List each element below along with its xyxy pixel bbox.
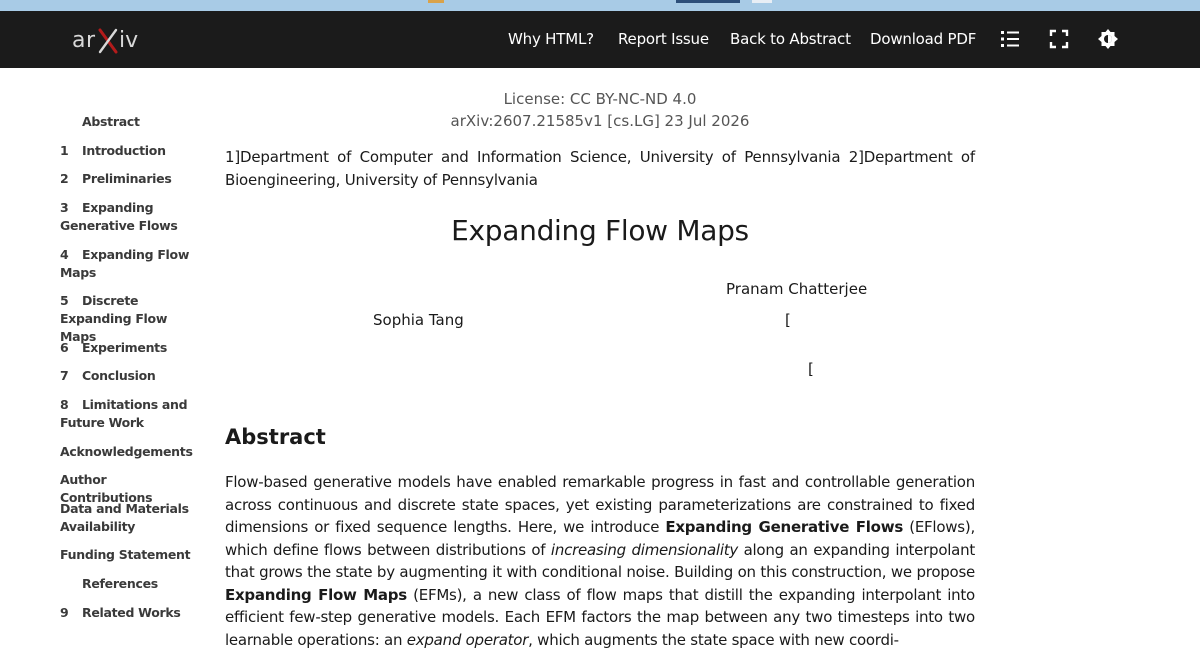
why-html-link[interactable]: Why HTML? (508, 30, 594, 48)
banner-link-underline (676, 0, 740, 3)
arxiv-logo[interactable] (72, 20, 144, 60)
toc-item-abstract[interactable]: Abstract (82, 114, 140, 129)
affiliation-bracket: [ (808, 360, 814, 378)
toc-item-references[interactable]: References (82, 576, 158, 591)
toc-item-conclusion[interactable]: 7 Conclusion (60, 368, 156, 383)
download-pdf-link[interactable]: Download PDF (870, 30, 977, 48)
toc-item-discrete-expanding-flow-maps[interactable]: 5 Discrete Expanding Flow Maps (60, 293, 168, 344)
toc-item-expanding-generative-flows[interactable]: 3 Expanding Generative Flows (60, 200, 178, 233)
arxiv-id: arXiv:2607.21585v1 [cs.LG] 23 Jul 2026 (450, 112, 750, 130)
banner-close-icon (752, 0, 772, 3)
toc-item-preliminaries[interactable]: 2 Preliminaries (60, 171, 172, 186)
abstract-text: Flow-based generative models have enabled remarkable progress in fast and controllable generation across continuous and discrete state spaces, yet existing parameterizations are constrained to fixed dimensions or fixed sequence lengths. Here, we introduce Expanding Generative Flows (EFlows), which define flows between distributions of increasing dimensionality along an expanding interpolant that grows the state by augmenting it with conditional noise. Building on this construction, we propose Expanding Flow Maps (EFMs), a new class of flow maps that distill the expanding interpolant into efficient few-step generative models. Each EFM factors the map between any two timesteps into two learnable operations: an expand operator, which augments the state space with new coordi- (225, 473, 975, 649)
toc-item-acknowledgements[interactable]: Acknowledgements (60, 444, 193, 459)
author-name: Pranam Chatterjee (726, 280, 868, 298)
affiliation-bracket: [ (785, 311, 791, 329)
toc-item-experiments[interactable]: 6 Experiments (60, 340, 167, 355)
list-icon[interactable] (999, 28, 1021, 50)
toc-item-introduction[interactable]: 1 Introduction (60, 143, 166, 158)
svg-text:iv: iv (119, 28, 139, 53)
theme-toggle-icon[interactable] (1097, 28, 1119, 50)
toc-item-author-contributions[interactable]: Author Contributions (60, 472, 153, 505)
toc-item-data-availability[interactable]: Data and Materials Availability (60, 501, 189, 534)
toc-item-related-works[interactable]: 9 Related Works (60, 605, 181, 620)
svg-text:ar: ar (72, 28, 96, 53)
license-text[interactable]: License: CC BY-NC-ND 4.0 (503, 90, 697, 108)
status-icon (428, 0, 444, 3)
abstract-heading: Abstract (225, 425, 326, 449)
browser-top-strip (0, 0, 1200, 11)
author-name: Sophia Tang (373, 311, 464, 329)
report-issue-link[interactable]: Report Issue (618, 30, 709, 48)
paper-title: Expanding Flow Maps (451, 214, 749, 247)
affiliations: 1]Department of Computer and Information Science, University of Pennsylvania 2]Department of Bioengineering, University of Pennsylvania (225, 148, 975, 189)
fullscreen-icon[interactable] (1048, 28, 1070, 50)
toc-item-limitations[interactable]: 8 Limitations and Future Work (60, 397, 188, 430)
table-of-contents (0, 68, 210, 630)
navbar (0, 11, 1200, 68)
back-to-abstract-link[interactable]: Back to Abstract (730, 30, 851, 48)
toc-item-funding-statement[interactable]: Funding Statement (60, 547, 191, 562)
toc-item-expanding-flow-maps[interactable]: 4 Expanding Flow Maps (60, 247, 190, 280)
